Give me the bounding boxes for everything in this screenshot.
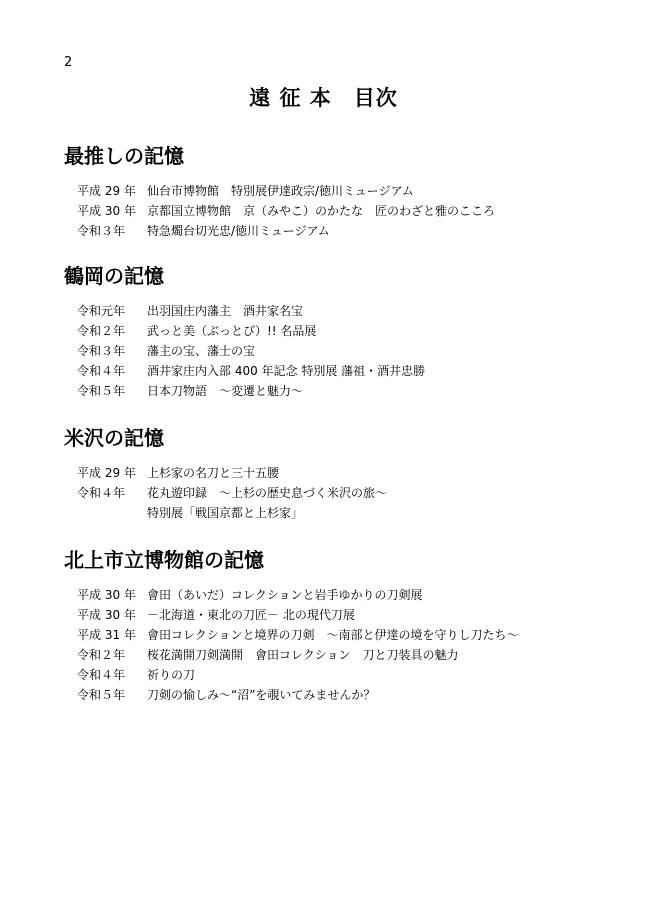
list-item xyxy=(64,341,624,361)
entry-year: 令和５年 xyxy=(77,384,126,398)
list-item xyxy=(64,361,624,381)
entry-year: 令和３年 xyxy=(77,344,126,358)
entry-year: 令和５年 xyxy=(77,688,126,702)
section-yonezawa xyxy=(64,425,624,523)
entry-text: 會田コレクションと境界の刀剣 ～南部と伊達の境を守りし刀たち～ xyxy=(147,628,519,642)
list-item xyxy=(64,221,624,241)
list-item xyxy=(64,483,624,503)
entry-year: 平成 29 年 xyxy=(77,184,136,198)
entry-text: 祈りの刀 xyxy=(147,668,196,682)
entry-text: 桜花満開刀剣満開 會田コレクション 刀と刀装具の魅力 xyxy=(147,648,459,662)
entry-year xyxy=(77,503,147,523)
page-number: 2 xyxy=(64,55,73,70)
page-title: 遠 征 本 目次 xyxy=(249,86,398,110)
entry-text: 出羽国庄内藩主 酒井家名宝 xyxy=(147,304,304,318)
entry-text: 京都国立博物館 京（みやこ）のかたな 匠のわざと雅のこころ xyxy=(147,204,496,218)
entry-text: 特別展「戦国京都と上杉家」 xyxy=(147,506,304,520)
entry-text: 藩主の宝、藩士の宝 xyxy=(147,344,256,358)
entry-year: 平成 30 年 xyxy=(77,588,136,602)
list-item xyxy=(64,463,624,483)
list-item xyxy=(64,201,624,221)
entry-year: 平成 30 年 xyxy=(77,204,136,218)
entry-year: 令和２年 xyxy=(77,324,126,338)
list-item xyxy=(64,321,624,341)
list-item xyxy=(64,625,624,645)
entry-year: 平成 29 年 xyxy=(77,466,136,480)
entry-year: 令和４年 xyxy=(77,486,126,500)
entry-text: 上杉家の名刀と三十五腰 xyxy=(147,466,280,480)
list-item xyxy=(64,685,624,705)
entry-year: 令和４年 xyxy=(77,364,126,378)
entry-text: 會田（あいだ）コレクションと岩手ゆかりの刀剣展 xyxy=(147,588,423,602)
section-heading: 米沢の記憶 xyxy=(64,426,164,450)
list-item xyxy=(64,181,624,201)
entry-year: 平成 30 年 xyxy=(77,608,136,622)
section-kitakami xyxy=(64,547,624,705)
list-item xyxy=(64,665,624,685)
section-saioshi xyxy=(64,143,624,241)
entry-year: 令和元年 xyxy=(77,304,126,318)
entry-text: 仙台市博物館 特別展伊達政宗/徳川ミュージアム xyxy=(147,184,414,198)
entry-text: 花丸遊印録 ～上杉の歴史息づく米沢の旅～ xyxy=(147,486,388,500)
section-heading: 鶴岡の記憶 xyxy=(64,264,164,288)
entry-text: 酒井家庄内入部 400 年記念 特別展 藩祖・酒井忠勝 xyxy=(147,364,426,378)
list-item xyxy=(64,585,624,605)
entry-text: －北海道・東北の刀匠－ 北の現代刀展 xyxy=(147,608,355,622)
list-item xyxy=(64,301,624,321)
section-heading: 北上市立博物館の記憶 xyxy=(64,548,264,572)
list-item xyxy=(64,503,624,523)
entry-text: 特急燭台切光忠/徳川ミュージアム xyxy=(147,224,330,238)
entry-text: 日本刀物語 ～変遷と魅力～ xyxy=(147,384,304,398)
list-item xyxy=(64,381,624,401)
entry-text: 武っと美（ぶっとび）!! 名品展 xyxy=(147,324,317,338)
entry-year: 平成 31 年 xyxy=(77,628,136,642)
list-item xyxy=(64,645,624,665)
list-item xyxy=(64,605,624,625)
entry-year: 令和２年 xyxy=(77,648,126,662)
entry-year: 令和３年 xyxy=(77,224,126,238)
section-tsuruoka xyxy=(64,263,624,401)
entry-year: 令和４年 xyxy=(77,668,126,682)
section-heading: 最推しの記憶 xyxy=(64,144,184,168)
entry-text: 刀剣の愉しみ～“沼”を覗いてみませんか？ xyxy=(147,688,376,702)
